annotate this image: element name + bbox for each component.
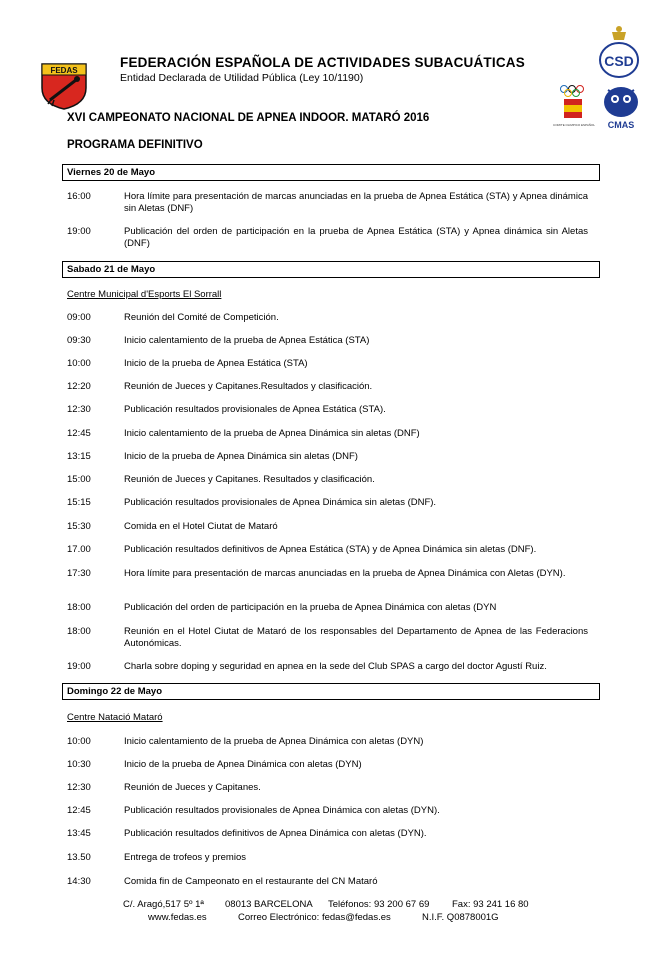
schedule-time: 12:30 bbox=[67, 782, 91, 793]
footer-email: Correo Electrónico: fedas@fedas.es bbox=[238, 912, 391, 923]
footer-nif: N.I.F. Q0878001G bbox=[422, 912, 499, 923]
schedule-time: 12:20 bbox=[67, 381, 91, 392]
schedule-description: Publicación resultados provisionales de Apnea Estática (STA). bbox=[124, 404, 386, 415]
footer-web: www.fedas.es bbox=[148, 912, 207, 923]
schedule-time: 14:30 bbox=[67, 876, 91, 887]
schedule-description: Publicación del orden de participación en la prueba de Apnea Estática (STA) y Apnea dinámica sin Aletas (DNF) bbox=[124, 226, 588, 249]
program-title: PROGRAMA DEFINITIVO bbox=[67, 139, 203, 151]
organization-name: FEDERACIÓN ESPAÑOLA DE ACTIVIDADES SUBACUÁTICAS bbox=[120, 55, 525, 70]
event-title: XVI CAMPEONATO NACIONAL DE APNEA INDOOR. MATARÓ 2016 bbox=[67, 112, 430, 124]
schedule-time: 15:00 bbox=[67, 474, 91, 485]
schedule-time: 15:30 bbox=[67, 521, 91, 532]
day-header-viernes: Viernes 20 de Mayo bbox=[62, 164, 600, 181]
schedule-description: Publicación del orden de participación en la prueba de Apnea Dinámica con aletas (DYN bbox=[124, 602, 497, 613]
schedule-description: Inicio calentamiento de la prueba de Apnea Estática (STA) bbox=[124, 335, 370, 346]
schedule-description: Comida fin de Campeonato en el restaurante del CN Mataró bbox=[124, 876, 378, 887]
schedule-time: 13:15 bbox=[67, 451, 91, 462]
schedule-time: 12:45 bbox=[67, 428, 91, 439]
schedule-description: Reunión de Jueces y Capitanes.Resultados y clasificación. bbox=[124, 381, 373, 392]
footer-phones: Teléfonos: 93 200 67 69 bbox=[328, 899, 430, 910]
schedule-time: 10:30 bbox=[67, 759, 91, 770]
day-header-sabado: Sabado 21 de Mayo bbox=[62, 261, 600, 278]
venue-sabado: Centre Municipal d'Esports El Sorrall bbox=[67, 289, 222, 300]
schedule-description: Publicación resultados definitivos de Apnea Dinámica con aletas (DYN). bbox=[124, 828, 427, 839]
footer-city: 08013 BARCELONA bbox=[225, 899, 313, 910]
csd-logo-text: CSD bbox=[604, 53, 634, 69]
organization-subtitle: Entidad Declarada de Utilidad Pública (Ley 10/1190) bbox=[120, 72, 364, 84]
footer-fax: Fax: 93 241 16 80 bbox=[452, 899, 529, 910]
schedule-time: 19:00 bbox=[67, 661, 91, 672]
schedule-description: Reunión de Jueces y Capitanes. bbox=[124, 782, 261, 793]
schedule-description: Reunión de Jueces y Capitanes. Resultados y clasificación. bbox=[124, 474, 375, 485]
schedule-description: Entrega de trofeos y premios bbox=[124, 852, 246, 863]
venue-domingo: Centre Natació Mataró bbox=[67, 712, 163, 723]
schedule-description: Charla sobre doping y seguridad en apnea en la sede del Club SPAS a cargo del doctor Agustí Ruiz. bbox=[124, 661, 547, 672]
schedule-description: Publicación resultados provisionales de Apnea Dinámica con aletas (DYN). bbox=[124, 805, 440, 816]
schedule-description: Inicio calentamiento de la prueba de Apnea Dinámica sin aletas (DNF) bbox=[124, 428, 420, 439]
schedule-time: 12:30 bbox=[67, 404, 91, 415]
schedule-time: 18:00 bbox=[67, 602, 91, 613]
schedule-description: Reunión del Comité de Competición. bbox=[124, 312, 279, 323]
csd-logo bbox=[598, 24, 640, 78]
coe-logo-text: COMITE OLIMPICO ESPAÑOL bbox=[553, 123, 595, 127]
schedule-description: Inicio calentamiento de la prueba de Apnea Dinámica con aletas (DYN) bbox=[124, 736, 424, 747]
schedule-description: Comida en el Hotel Ciutat de Mataró bbox=[124, 521, 278, 532]
schedule-time: 18:00 bbox=[67, 626, 91, 637]
schedule-time: 13:45 bbox=[67, 828, 91, 839]
schedule-description: Publicación resultados provisionales de Apnea Dinámica sin aletas (DNF). bbox=[124, 497, 437, 508]
schedule-description: Publicación resultados definitivos de Apnea Estática (STA) y de Apnea Dinámica sin aletas (DNF). bbox=[124, 544, 537, 555]
schedule-time: 16:00 bbox=[67, 191, 91, 202]
schedule-time: 09:00 bbox=[67, 312, 91, 323]
schedule-time: 10:00 bbox=[67, 358, 91, 369]
fedas-logo-text: FEDAS bbox=[50, 66, 78, 75]
schedule-time: 13.50 bbox=[67, 852, 91, 863]
schedule-time: 17.00 bbox=[67, 544, 91, 555]
schedule-time: 19:00 bbox=[67, 226, 91, 237]
schedule-description: Inicio de la prueba de Apnea Estática (STA) bbox=[124, 358, 308, 369]
schedule-time: 15:15 bbox=[67, 497, 91, 508]
schedule-description: Hora límite para presentación de marcas anunciadas en la prueba de Apnea Estática (STA) y Apnea dinámica sin Aletas (DNF) bbox=[124, 191, 588, 214]
schedule-time: 10:00 bbox=[67, 736, 91, 747]
coe-logo bbox=[553, 84, 595, 132]
day-header-domingo: Domingo 22 de Mayo bbox=[62, 683, 600, 700]
footer-address: C/. Aragó,517 5º 1ª bbox=[123, 899, 204, 910]
schedule-description: Inicio de la prueba de Apnea Dinámica sin aletas (DNF) bbox=[124, 451, 358, 462]
schedule-description: Hora límite para presentación de marcas anunciadas en la prueba de Apnea Dinámica con Aletas (DYN). bbox=[124, 568, 566, 579]
fedas-logo bbox=[40, 60, 88, 110]
schedule-time: 09:30 bbox=[67, 335, 91, 346]
schedule-description: Reunión en el Hotel Ciutat de Mataró de los responsables del Departamento de Apnea de las Federacions Autonómicas. bbox=[124, 626, 588, 649]
schedule-time: 17:30 bbox=[67, 568, 91, 579]
schedule-time: 12:45 bbox=[67, 805, 91, 816]
cmas-logo bbox=[600, 84, 642, 132]
cmas-logo-text: CMAS bbox=[607, 120, 635, 130]
schedule-description: Inicio de la prueba de Apnea Dinámica con aletas (DYN) bbox=[124, 759, 362, 770]
